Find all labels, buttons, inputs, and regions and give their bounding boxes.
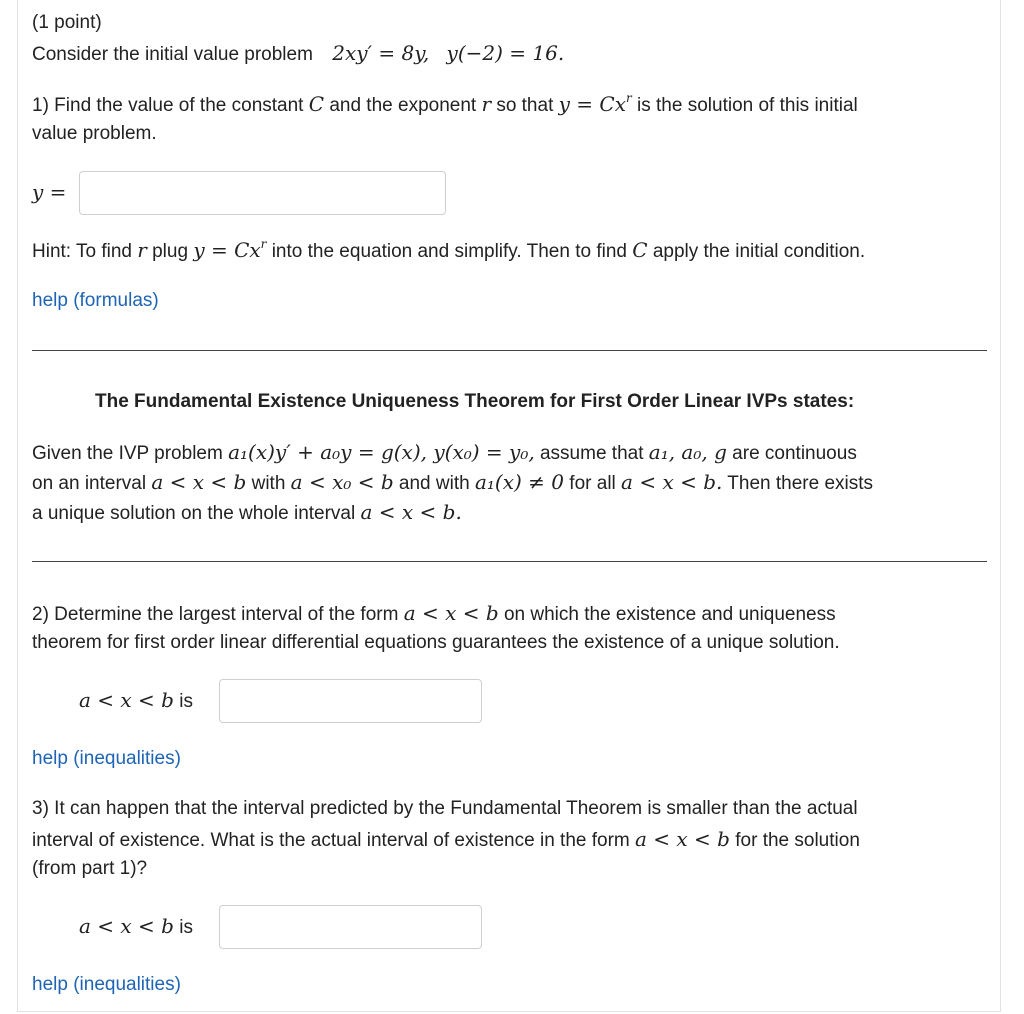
part2-question-line2: theorem for first order linear differential equations guarantees the existence of a unique solution. <box>32 632 840 653</box>
math-interval: a < x < b. <box>621 470 723 494</box>
theorem-text: a unique solution on the whole interval <box>32 503 356 524</box>
part2-text: 2) Determine the largest interval of the form <box>32 604 399 625</box>
divider <box>32 561 987 562</box>
part1-question-line1 <box>32 89 858 122</box>
part3-answer-input[interactable] <box>219 905 482 949</box>
divider <box>32 350 987 351</box>
hint-line <box>32 235 865 268</box>
math-form-base: y = Cx <box>558 92 626 116</box>
help-inequalities-link[interactable]: help (inequalities) <box>32 974 181 995</box>
answer-label-text: is <box>179 917 193 938</box>
math-interval: a < x < b <box>403 601 499 625</box>
theorem-line2 <box>32 467 873 499</box>
theorem-text: on an interval <box>32 473 147 494</box>
theorem-line3 <box>32 497 462 529</box>
hint-text: apply the initial condition. <box>652 241 866 262</box>
math-form-exponent: r <box>260 237 267 251</box>
math-interval: a < x < b <box>79 688 174 712</box>
math-form-exponent: r <box>626 91 632 105</box>
math-C: C <box>632 238 648 262</box>
part1-text: is the solution of this initial <box>637 95 858 116</box>
math-r: r <box>481 92 492 116</box>
part3-answer-label <box>79 911 193 943</box>
ivp-condition: y(−2) = 16. <box>446 41 565 65</box>
math-ivp-general: a₁(x)y′ + a₀y = g(x), y(x₀) = y₀, <box>228 440 535 464</box>
part3-question-line1: 3) It can happen that the interval predicted by the Fundamental Theorem is smaller than the actual <box>32 798 858 819</box>
math-x0-interval: a < x₀ < b <box>290 470 394 494</box>
math-coefficients: a₁, a₀, g <box>648 440 727 464</box>
ivp-equation: 2xy′ = 8y, <box>332 41 430 65</box>
hint-text: Hint: To find <box>32 241 132 262</box>
theorem-text: Then there exists <box>727 473 874 494</box>
help-inequalities-link[interactable]: help (inequalities) <box>32 748 181 769</box>
theorem-text: and with <box>398 473 470 494</box>
math-interval: a < x < b <box>151 470 247 494</box>
theorem-text: for all <box>569 473 616 494</box>
theorem-text: are continuous <box>732 443 857 464</box>
answer-label-text: is <box>179 691 193 712</box>
theorem-line1 <box>32 437 857 469</box>
part2-answer-label <box>79 685 193 717</box>
part3-text: interval of existence. What is the actual interval of existence in the form <box>32 830 630 851</box>
math-nonzero: a₁(x) ≠ 0 <box>474 470 565 494</box>
intro-line <box>32 38 564 70</box>
part3-question-line2 <box>32 824 860 856</box>
math-C: C <box>308 92 325 116</box>
help-formulas-link[interactable]: help (formulas) <box>32 290 159 311</box>
part1-answer-label: y = <box>32 180 67 204</box>
theorem-text: Given the IVP problem <box>32 443 223 464</box>
points-label: (1 point) <box>32 12 102 33</box>
intro-text: Consider the initial value problem <box>32 44 313 65</box>
math-solution-form <box>559 92 632 116</box>
part2-answer-input[interactable] <box>219 679 482 723</box>
theorem-text: assume that <box>539 443 644 464</box>
part1-text: so that <box>496 95 554 116</box>
hint-text: plug <box>152 241 189 262</box>
math-interval: a < x < b <box>635 827 730 851</box>
math-interval: a < x < b. <box>360 500 462 524</box>
part3-question-line3: (from part 1)? <box>32 858 148 879</box>
part1-text: 1) Find the value of the constant <box>32 95 304 116</box>
part3-text: for the solution <box>735 830 860 851</box>
theorem-heading: The Fundamental Existence Uniqueness Theorem for First Order Linear IVPs states: <box>95 391 855 412</box>
part2-question-line1 <box>32 598 836 630</box>
math-solution-form <box>193 238 266 262</box>
part1-text: and the exponent <box>329 95 477 116</box>
part2-text: on which the existence and uniqueness <box>503 604 836 625</box>
math-r: r <box>137 238 147 262</box>
part1-question-line2: value problem. <box>32 123 157 144</box>
math-form-base: y = Cx <box>193 238 261 262</box>
theorem-text: with <box>251 473 286 494</box>
math-interval: a < x < b <box>79 914 174 938</box>
hint-text: into the equation and simplify. Then to find <box>271 241 627 262</box>
part1-answer-input[interactable] <box>79 171 446 215</box>
